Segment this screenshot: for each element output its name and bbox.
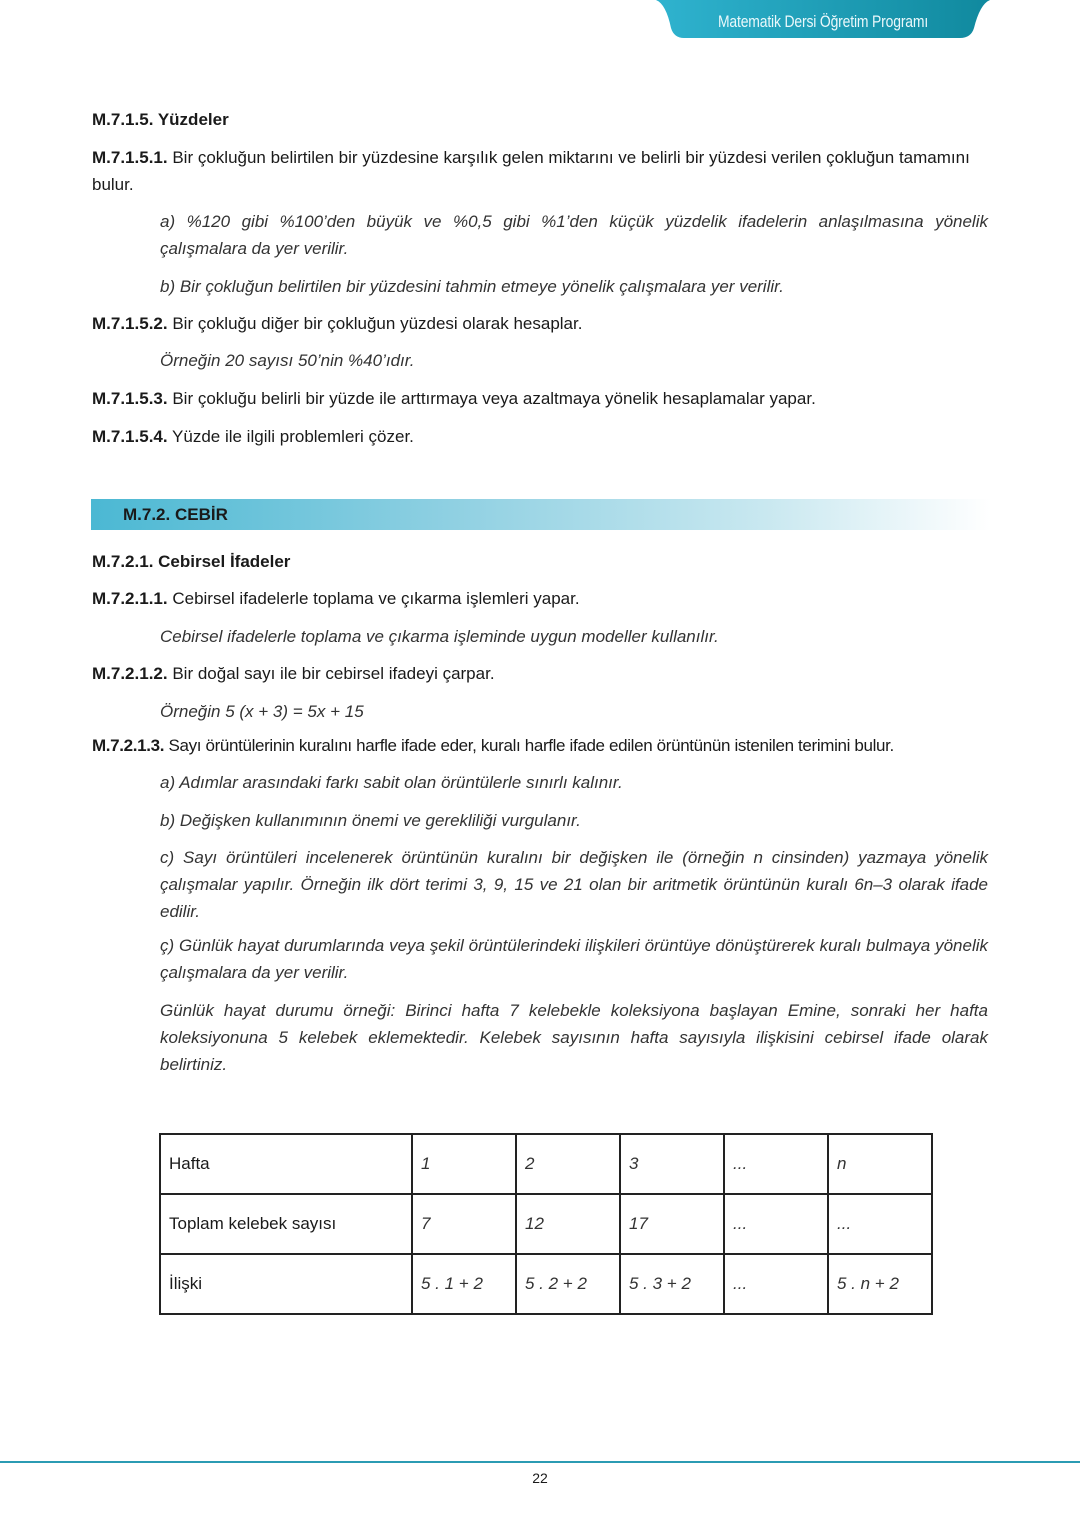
outcome-text: Bir çokluğu diğer bir çokluğun yüzdesi olarak hesaplar. bbox=[167, 314, 583, 333]
note: b) Değişken kullanımının önemi ve gerekliliği vurgulanır. bbox=[160, 811, 581, 830]
pattern-table bbox=[159, 1133, 933, 1315]
table-cell: ... bbox=[724, 1254, 828, 1314]
table-cell: 17 bbox=[620, 1194, 724, 1254]
outcome-text: Cebirsel ifadelerle toplama ve çıkarma işlemleri yapar. bbox=[167, 589, 580, 608]
outcome bbox=[92, 732, 992, 759]
note: b) Bir çokluğun belirtilen bir yüzdesini tahmin etmeye yönelik çalışmalara yer verilir. bbox=[160, 277, 784, 296]
outcome bbox=[92, 144, 988, 198]
outcome bbox=[92, 310, 988, 337]
outcome-code: M.7.1.5.4. bbox=[92, 427, 168, 446]
outcome-code: M.7.1.5.2. bbox=[92, 314, 168, 333]
header-tab bbox=[656, 0, 990, 38]
header-title: Matematik Dersi Öğretim Programı bbox=[717, 12, 929, 31]
table-cell: 7 bbox=[412, 1194, 516, 1254]
table-cell: 5 . 2 + 2 bbox=[516, 1254, 620, 1314]
note: Örneğin 20 sayısı 50’nin %40’ıdır. bbox=[160, 351, 415, 370]
page-number: 22 bbox=[532, 1470, 548, 1486]
table-cell: ... bbox=[828, 1194, 932, 1254]
table-cell: 3 bbox=[620, 1134, 724, 1194]
table-cell: ... bbox=[724, 1134, 828, 1194]
note: ç) Günlük hayat durumlarında veya şekil örüntülerindeki ilişkileri örüntüye dönüştürerek kuralı bulmaya yönelik çalışmalara da yer verilir. bbox=[160, 936, 988, 982]
outcome-text: Bir doğal sayı ile bir cebirsel ifadeyi çarpar. bbox=[167, 664, 495, 683]
outcome bbox=[92, 585, 988, 612]
section-bar bbox=[91, 499, 991, 530]
outcome bbox=[92, 660, 988, 687]
subsection-heading: M.7.1.5. Yüzdeler bbox=[92, 110, 229, 129]
table-cell: 1 bbox=[412, 1134, 516, 1194]
table-cell: 12 bbox=[516, 1194, 620, 1254]
outcome-code: M.7.1.5.3. bbox=[92, 389, 168, 408]
table-cell: 5 . n + 2 bbox=[828, 1254, 932, 1314]
table-cell: ... bbox=[724, 1194, 828, 1254]
note: a) Adımlar arasındaki farkı sabit olan örüntülerle sınırlı kalınır. bbox=[160, 773, 623, 792]
outcome-text: Sayı örüntülerinin kuralını harfle ifade eder, kuralı harfle ifade edilen örüntünün istenilen terimini bulur. bbox=[164, 736, 894, 755]
table-cell: Toplam kelebek sayısı bbox=[160, 1194, 412, 1254]
note: Cebirsel ifadelerle toplama ve çıkarma işleminde uygun modeller kullanılır. bbox=[160, 627, 719, 646]
outcome-text: Bir çokluğu belirli bir yüzde ile arttırmaya veya azaltmaya yönelik hesaplamalar yapar. bbox=[167, 389, 816, 408]
outcome-text: Yüzde ile ilgili problemleri çözer. bbox=[167, 427, 414, 446]
section-title: M.7.2. CEBİR bbox=[123, 505, 228, 524]
footer-rule bbox=[0, 1461, 1080, 1463]
table-cell: İlişki bbox=[160, 1254, 412, 1314]
table-row bbox=[160, 1194, 932, 1254]
outcome bbox=[92, 423, 988, 450]
note: Günlük hayat durumu örneği: Birinci hafta 7 kelebekle koleksiyona başlayan Emine, sonraki her hafta koleksiyonuna 5 kelebek eklemektedir. Kelebek sayısının hafta sayısıyla ilişkisini cebirsel ifade olarak belirtiniz. bbox=[160, 1001, 988, 1074]
outcome-code: M.7.2.1.3. bbox=[92, 736, 165, 755]
outcome bbox=[92, 385, 988, 412]
outcome-code: M.7.2.1.1. bbox=[92, 589, 168, 608]
table-row bbox=[160, 1254, 932, 1314]
table-cell: 5 . 3 + 2 bbox=[620, 1254, 724, 1314]
outcome-code: M.7.2.1.2. bbox=[92, 664, 168, 683]
outcome-text: Bir çokluğun belirtilen bir yüzdesine karşılık gelen miktarını ve belirli bir yüzdesi verilen çokluğun tamamını bulur. bbox=[92, 148, 970, 194]
outcome-code: M.7.1.5.1. bbox=[92, 148, 168, 167]
table-cell: n bbox=[828, 1134, 932, 1194]
note: c) Sayı örüntüleri incelenerek örüntünün kuralını bir değişken ile (örneğin n cinsinden) yazmaya yönelik çalışmalar yapılır. Örneğin ilk dört terimi 3, 9, 15 ve 21 olan bir aritmetik örüntünün kuralı 6n–3 olarak ifade edilir. bbox=[160, 848, 988, 921]
table-row bbox=[160, 1134, 932, 1194]
table-cell: 5 . 1 + 2 bbox=[412, 1254, 516, 1314]
table-cell: Hafta bbox=[160, 1134, 412, 1194]
subsection-heading: M.7.2.1. Cebirsel İfadeler bbox=[92, 552, 291, 571]
table-cell: 2 bbox=[516, 1134, 620, 1194]
note: a) %120 gibi %100’den büyük ve %0,5 gibi %1’den küçük yüzdelik ifadelerin anlaşılmasına yönelik çalışmalara da yer verilir. bbox=[160, 212, 988, 258]
note: Örneğin 5 (x + 3) = 5x + 15 bbox=[160, 702, 364, 721]
